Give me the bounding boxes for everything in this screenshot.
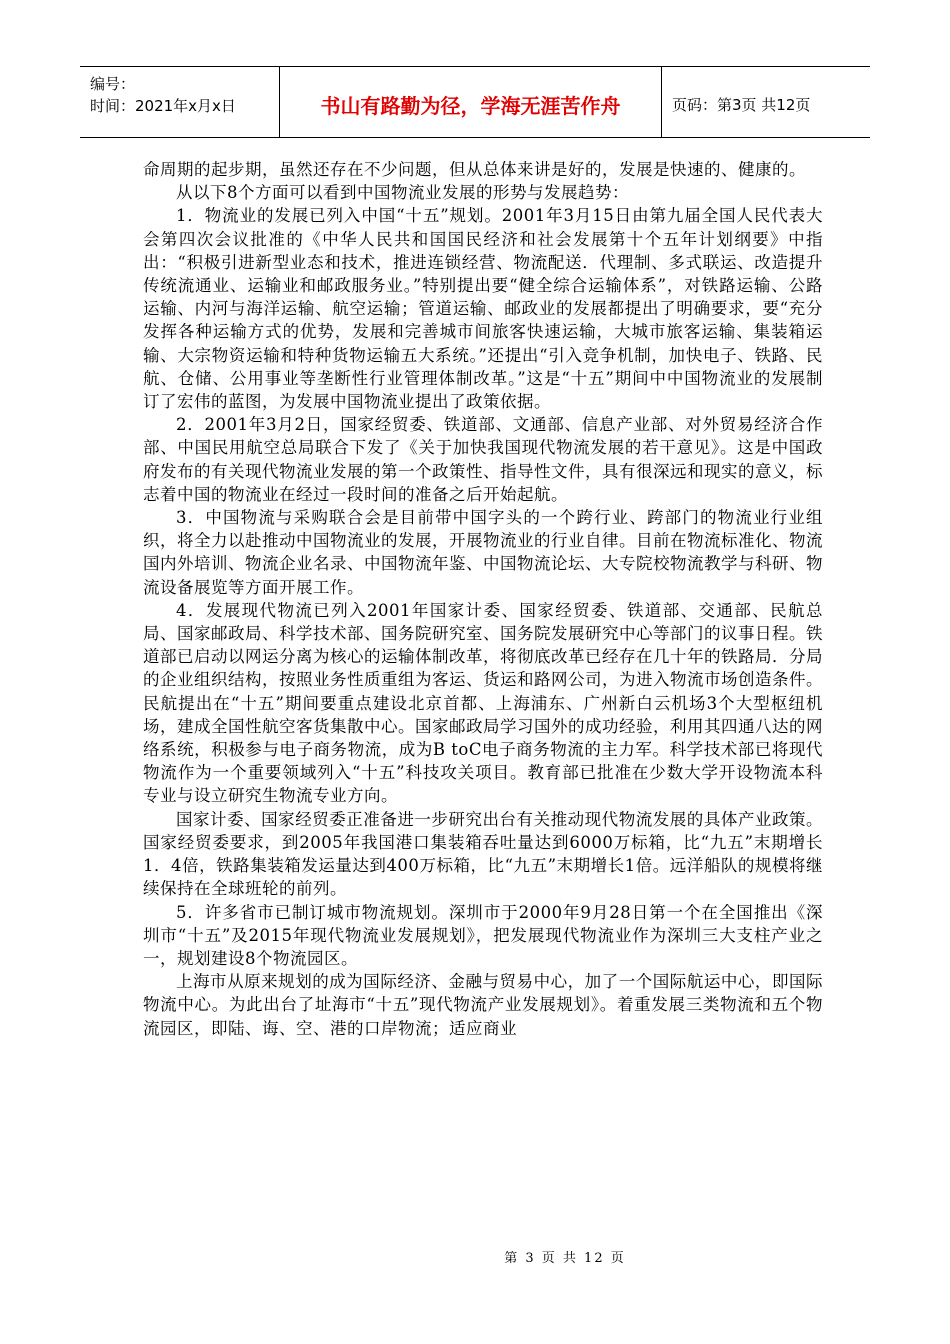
document-number-label: 编号：	[90, 75, 136, 93]
paragraph: 2．2001年3月2日，国家经贸委、铁道部、文通部、信息产业部、对外贸易经济合作部、中国民用航空总局联合下发了《关于加快我国现代物流发展的若干意见》。这是中国政府发布的有关现代物流业发展的第一个政策性、指导性文件，具有很深远和现实的意义，标志着中国的物流业在经过一段时间的准备之后开始起航。	[143, 415, 823, 504]
document-body	[143, 158, 823, 1040]
header-motto: 书山有路勤为径，学海无涯苦作舟	[280, 67, 662, 137]
footer-page-number: 第 3 页 共 12 页	[504, 1251, 626, 1266]
paragraph: 4．发展现代物流已列入2001年国家计委、国家经贸委、铁道部、交通部、民航总局、国家邮政局、科学技术部、国务院研究室、国务院发展研究中心等部门的议事日程。铁道部已启动以网运分离为核心的运输体制改革，将彻底改革已经存在几十年的铁路局．分局的企业组织结构，按照业务性质重组为客运、货运和路网公司，为进入物流市场创造条件。民航提出在“十五”期间要重点建设北京首都、上海浦东、广州新白云机场3个大型枢纽机场，建成全国性航空客货集散中心。国家邮政局学习国外的成功经验，利用其四通八达的网络系统，积极参与电子商务物流，成为B toC电子商务物流的主力军。科学技术部已将现代物流作为一个重要领域列入“十五”科技攻关项目。教育部已批准在少数大学开设物流本科专业与设立研究生物流专业方向。	[143, 600, 823, 806]
paragraph: 上海市从原来规划的成为国际经济、金融与贸易中心，加了一个国际航运中心，即国际物流中心。为此出台了址海市“十五”现代物流产业发展规划》。着重发展三类物流和五个物流园区，即陆、诲、空、港的口岸物流；适应商业	[143, 972, 823, 1038]
page-header	[80, 66, 870, 138]
header-page-info: 页码：第3页 共12页	[672, 95, 811, 114]
page-footer	[0, 1247, 950, 1266]
header-meta	[80, 67, 280, 137]
paragraph: 1．物流业的发展已列入中国“十五”规划。2001年3月15日由第九届全国人民代表大会第四次会议批准的《中华人民共和国国民经济和社会发展第十个五年计划纲要》中指出：“积极引进新型业态和技术，推进连锁经营、物流配送．代理制、多式联运、改造提升传统流通业、运输业和邮政服务业。”特别提出要“健全综合运输体系”，对铁路运输、公路运输、内河与海洋运输、航空运输；管道运输、邮政业的发展都提出了明确要求，要“充分发挥各种运输方式的优势，发展和完善城市间旅客快速运输，大城市旅客运输、集装箱运输、大宗物资运输和特种货物运输五大系统。”还提出“引入竞争机制，加快电子、铁路、民航、仓储、公用事业等垄断性行业管理体制改革。”这是“十五”期间中中国物流业的发展制订了宏伟的蓝图，为发展中国物流业提出了政策依据。	[143, 206, 823, 412]
paragraph: 命周期的起步期，虽然还存在不少问题，但从总体来讲是好的，发展是快速的、健康的。	[143, 160, 806, 179]
paragraph: 5．许多省市已制订城市物流规划。深圳市于2000年9月28日第一个在全国推出《深圳市“十五”及2015年现代物流业发展规划》，把发展现代物流业作为深圳三大支柱产业之一，规划建设8个物流园区。	[143, 902, 823, 968]
paragraph: 3．中国物流与采购联合会是目前带中国字头的一个跨行业、跨部门的物流业行业组织，将全力以赴推动中国物流业的发展，开展物流业的行业自律。目前在物流标准化、物流国内外培训、物流企业名录、中国物流年鉴、中国物流论坛、大专院校物流教学与科研、物流设备展览等方面开展工作。	[143, 508, 823, 597]
document-time-label: 时间：2021年x月x日	[90, 97, 236, 115]
paragraph: 从以下8个方面可以看到中国物流业发展的形势与发展趋势：	[176, 183, 629, 203]
paragraph: 国家计委、国家经贸委正准备进一步研究出台有关推动现代物流发展的具体产业政策。国家经贸委要求，到2005年我国港口集装箱吞吐量达到6000万标箱，比“九五”末期增长1．4倍，铁路集装箱发运量达到400万标箱，比“九五”末期增长1倍。远洋船队的规模将继续保持在全球班轮的前列。	[143, 809, 823, 899]
